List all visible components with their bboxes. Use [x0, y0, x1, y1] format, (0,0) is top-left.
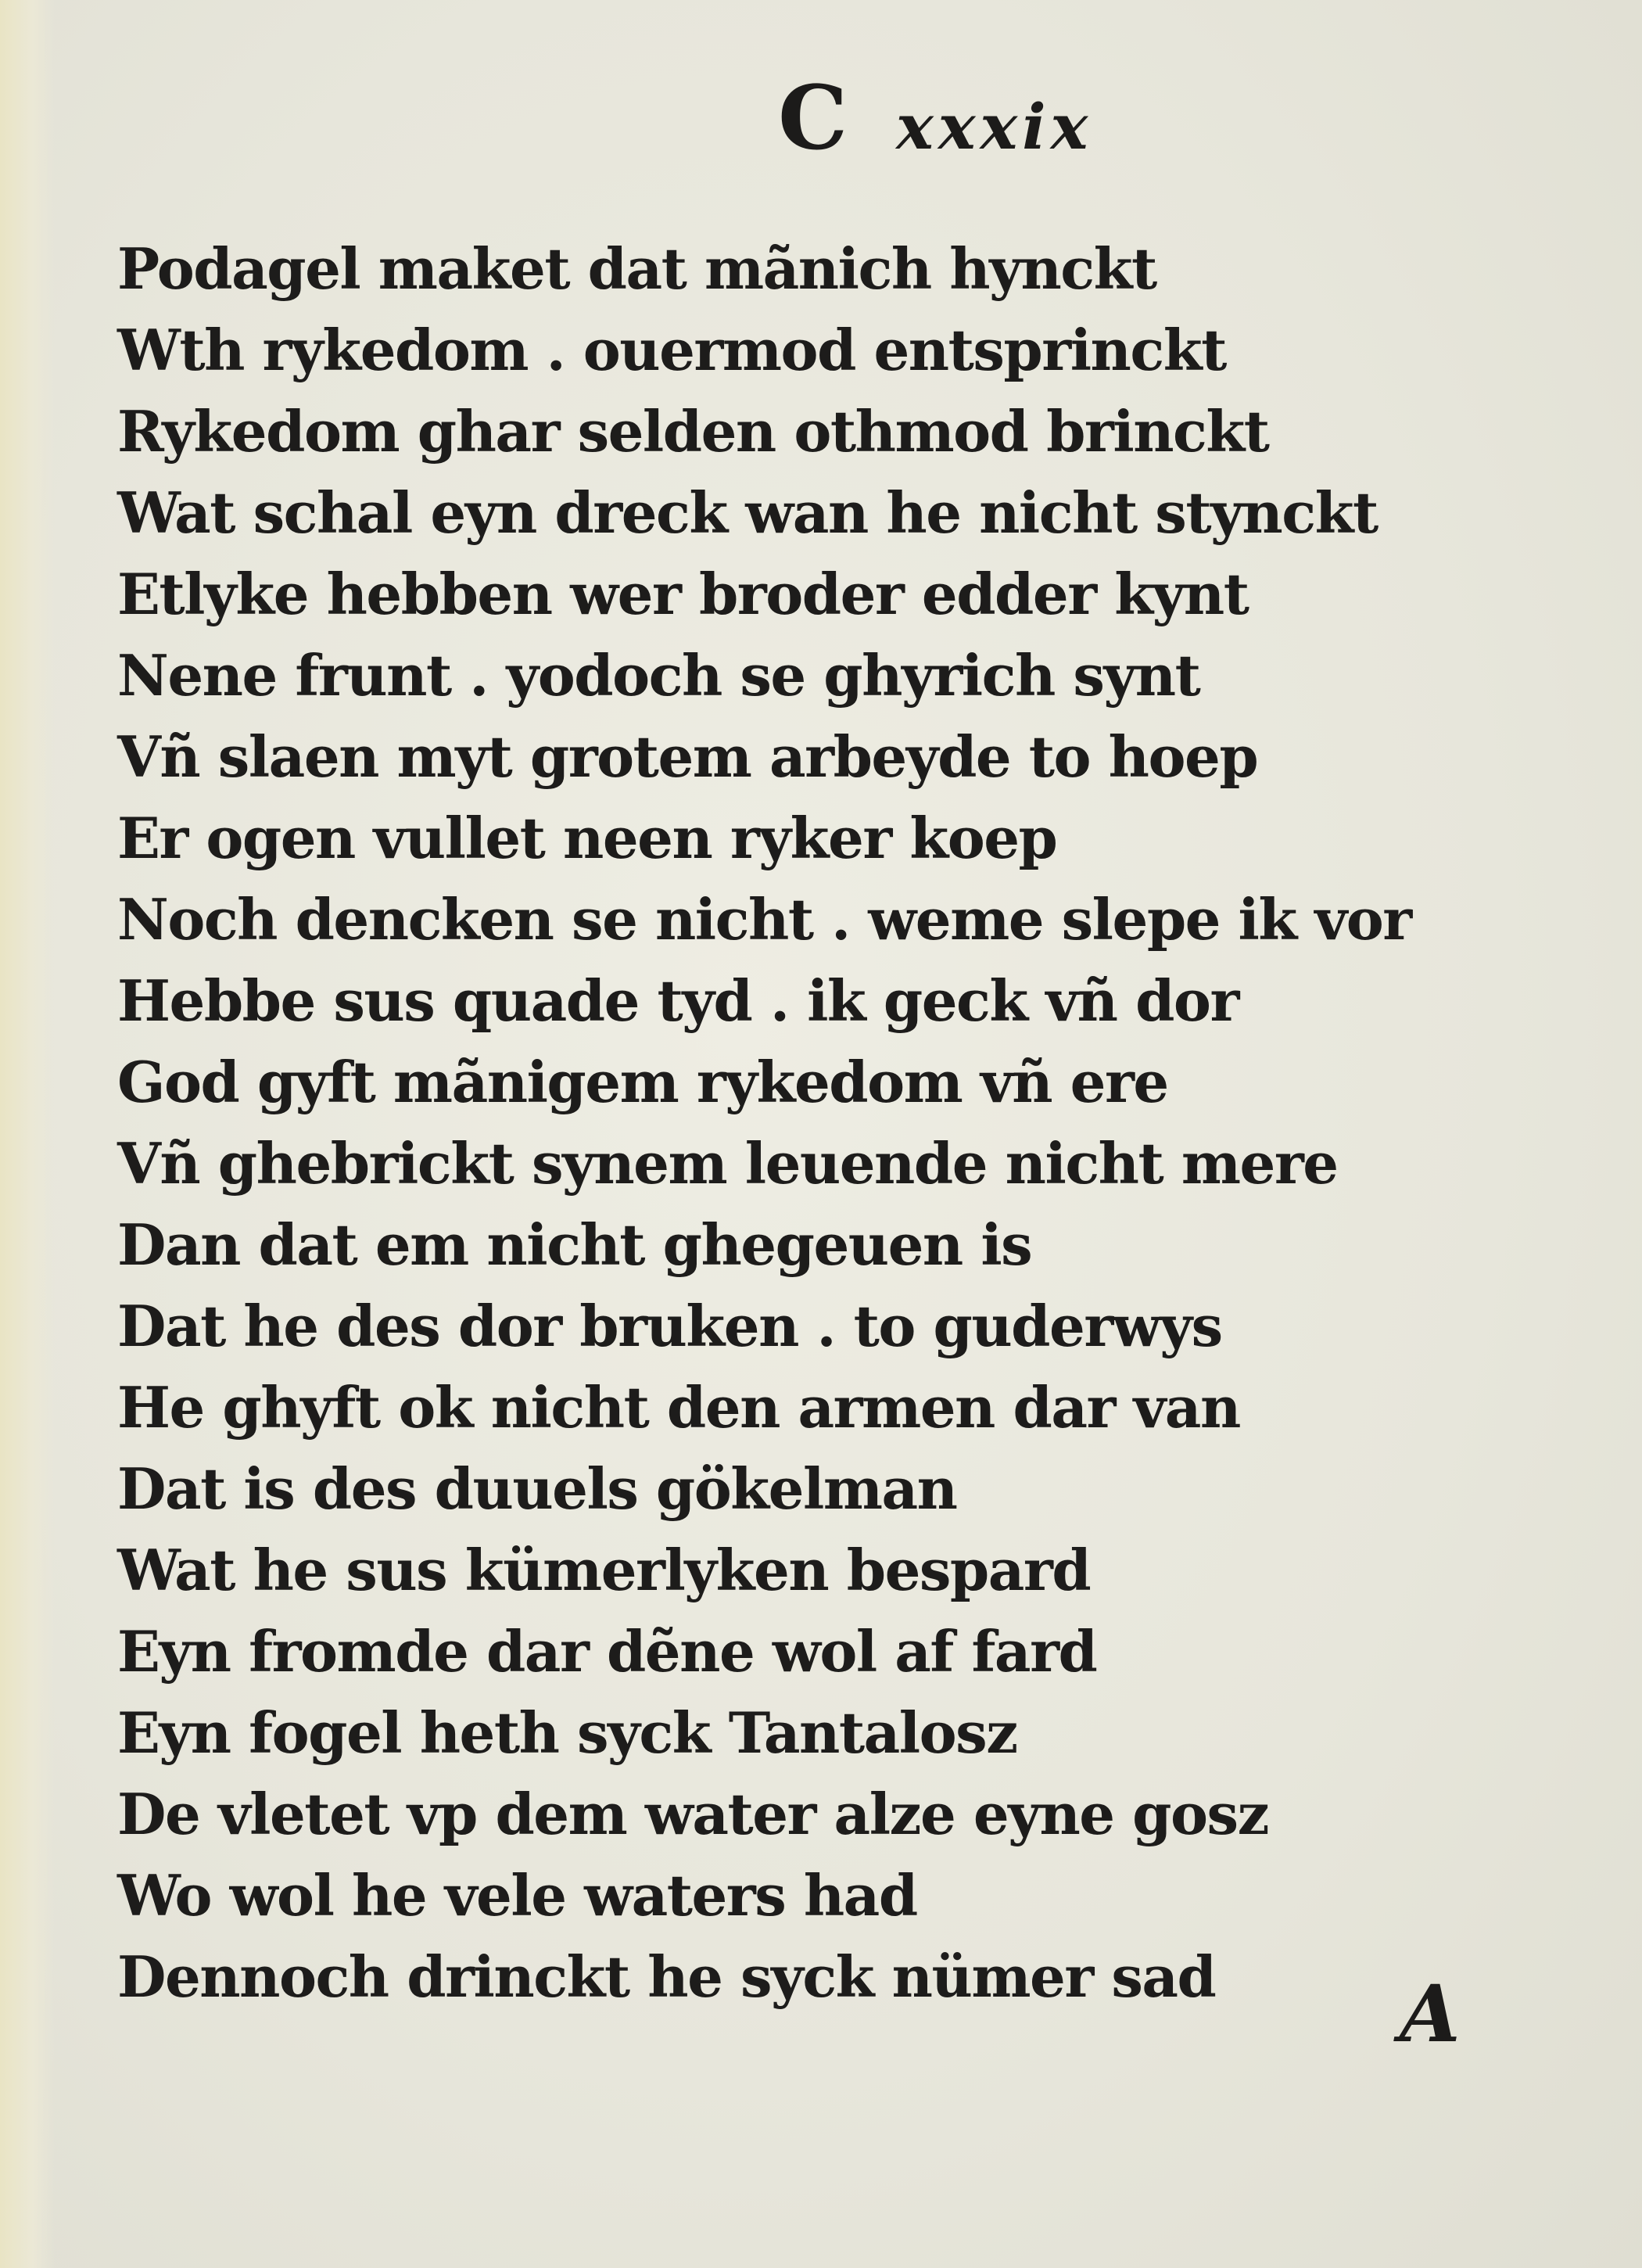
page-header: [778, 67, 1093, 170]
verse-line: Eyn fogel heth syck Tantalosz: [117, 1699, 1017, 1766]
verse-line: Dat is des duuels gökelman: [117, 1455, 957, 1522]
verse-line: Dat he des dor bruken . to guderwys: [117, 1293, 1222, 1359]
verse-line: Vñ ghebrickt synem leuende nicht mere: [117, 1130, 1338, 1197]
verse-text: [117, 228, 1415, 2018]
folio-number: xxxix: [896, 90, 1093, 163]
verse-line: Wat he sus kümerlyken bespard: [117, 1537, 1091, 1603]
verse-line: Nene frunt . yodoch se ghyrich synt: [117, 642, 1200, 709]
verse-line: Vñ slaen myt grotem arbeyde to hoep: [117, 723, 1258, 790]
verse-line: Hebbe sus quade tyd . ik geck vñ dor: [117, 967, 1239, 1034]
verse-line: Wth rykedom . ouermod entsprinckt: [117, 317, 1226, 383]
verse-line: De vletet vp dem water alze eyne gosz: [117, 1781, 1268, 1847]
verse-line: Rykedom ghar selden othmod brinckt: [117, 398, 1269, 465]
verse-line: Wo wol he vele waters had: [117, 1862, 917, 1929]
verse-line: Podagel maket dat mãnich hynckt: [117, 235, 1156, 302]
verse-line: Wat schal eyn dreck wan he nicht stynckt: [117, 479, 1378, 546]
verse-line: Er ogen vullet neen ryker koep: [117, 805, 1057, 871]
page-gutter: [0, 0, 55, 2268]
verse-line: Dan dat em nicht ghegeuen is: [117, 1211, 1032, 1278]
verse-line: He ghyft ok nicht den armen dar van: [117, 1374, 1240, 1441]
verse-line: Eyn fromde dar dẽne wol af fard: [117, 1618, 1097, 1685]
verse-line: Etlyke hebben wer broder edder kynt: [117, 561, 1249, 627]
verse-line: God gyft mãnigem rykedom vñ ere: [117, 1049, 1168, 1115]
verse-line: Dennoch drinckt he syck nümer sad: [117, 1943, 1216, 2010]
folio-initial: C: [778, 67, 848, 170]
verse-line: Noch dencken se nicht . weme slepe ik vor: [117, 886, 1411, 953]
signature-mark: A: [1400, 1968, 1461, 2060]
